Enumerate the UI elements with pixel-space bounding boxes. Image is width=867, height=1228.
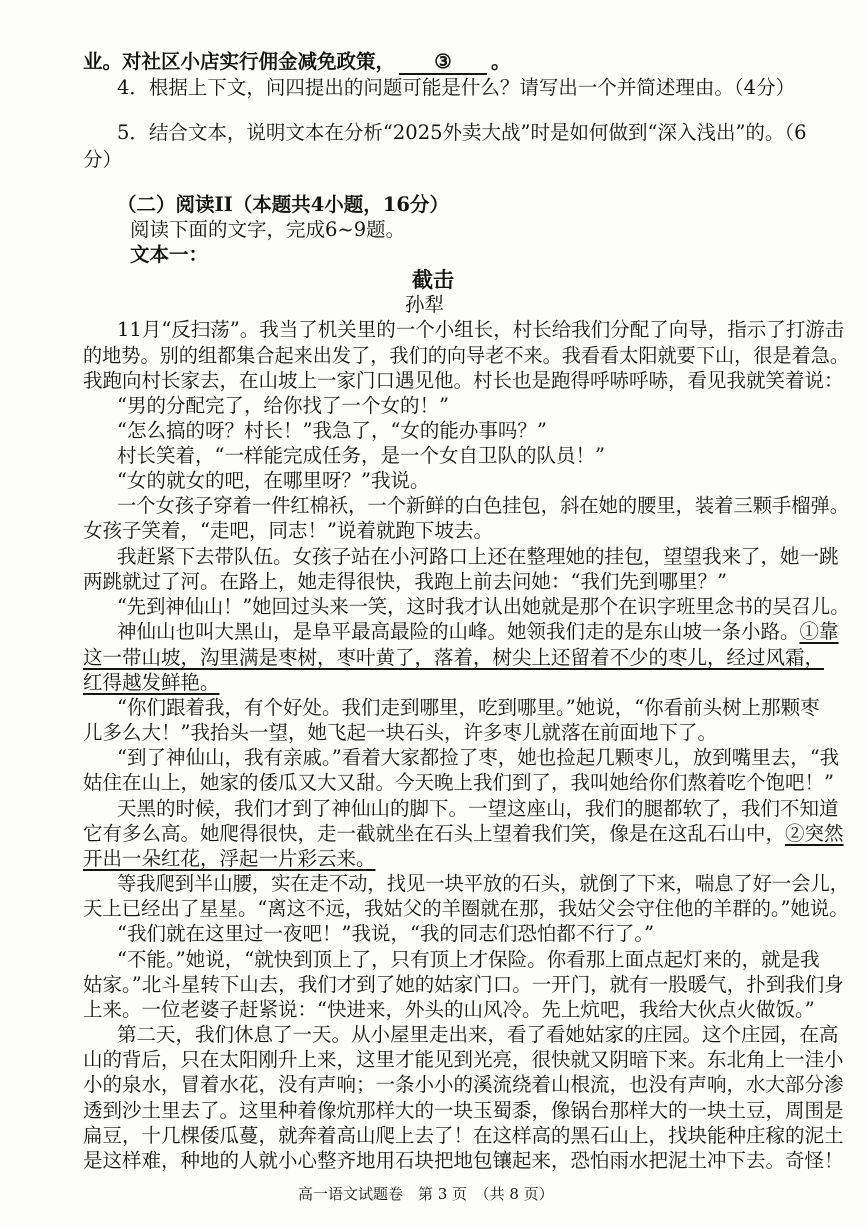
story-line: 儿多么大！”我抬头一望，她飞起一块石头，许多枣儿就落在前面地下了。 — [83, 721, 717, 744]
story-line: 等我爬到半山腰，实在走不动，找见一块平放的石头，就倒了下来，喘息了好一会儿， — [117, 872, 850, 895]
story-text: 神仙山也叫大黑山，是阜平最高最险的山峰。她领我们走的是东山坡一条小路。 — [117, 620, 800, 643]
story-title: 截击 — [412, 267, 454, 292]
story-line: “女的就女的吧，在哪里呀？”我说。 — [117, 469, 430, 492]
story-line: “不能。”她说，“就快到顶上了，只有顶上才保险。你看那上面点起灯来的，就是我 — [117, 948, 820, 971]
underlined-sentence-2: ②突然 — [785, 822, 844, 845]
story-line — [117, 618, 839, 646]
page-footer: 高一语文试题卷 第 3 页 （共 8 页） — [298, 1185, 554, 1203]
story-line: 山的背后，只在太阳刚升上来，这里才能见到光亮，很快就又阴暗下来。东北角上一洼小 — [83, 1048, 844, 1071]
story-line: 扁豆，十几棵倭瓜蔓，就奔着高山爬上去了！在这样高的黑石山上，找块能种庄稼的泥土 — [83, 1124, 844, 1147]
section-2-instruction: 阅读下面的文字，完成6~9题。 — [130, 218, 406, 241]
q3-tail-end: 。 — [491, 50, 511, 73]
story-line: 天黑的时候，我们才到了神仙山的脚下。一望这座山，我们的腿都软了，我们不知道 — [117, 797, 839, 820]
q3-tail-text: 业。对社区小店实行佣金减免政策， — [83, 50, 396, 73]
story-text: 它有多么高。她爬得很快，走一截就坐在石头上望着我们笑，像是在这乱石山中， — [83, 822, 786, 845]
story-line: “男的分配完了，给你找了一个女的！” — [117, 394, 449, 417]
story-line: “先到神仙山！”她回过头来一笑，这时我才认出她就是那个在识字班里念书的吴召儿。 — [117, 595, 850, 618]
story-line — [83, 820, 844, 848]
story-line: 的地势。别的组都集合起来出发了，我们的向导老不来。我看看太阳就要下山，很是着急。 — [83, 344, 850, 367]
underlined-sentence-1: ①靠 — [799, 620, 839, 643]
story-line: 我赶紧下去带队伍。女孩子站在小河路口上还在整理她的挂包，望望我来了，她一跳 — [117, 545, 839, 568]
story-line: “你们跟着我，有个好处。我们走到哪里，吃到哪里。”她说，“你看前头树上那颗枣 — [117, 696, 820, 719]
story-line: 我跑向村长家去，在山坡上一家门口遇见他。村长也是跑得呼哧呼哧，看见我就笑着说： — [83, 369, 844, 392]
text-one-label: 文本一： — [130, 243, 209, 266]
story-line: “到了神仙山，我有亲戚。”看着大家都捡了枣，她也捡起几颗枣儿，放到嘴里去，“我 — [117, 746, 840, 769]
story-line: “我们就在这里过一夜吧！”我说，“我的同志们恐怕都不行了。” — [117, 922, 655, 945]
story-line: 小的泉水，冒着水花，没有声响；一条小小的溪流绕着山根流，也没有声响，水大部分渗 — [83, 1073, 844, 1096]
story-line: 透到沙土里去了。这里种着像炕那样大的一块玉蜀黍，像锅台那样大的一块土豆，周围是 — [83, 1099, 844, 1122]
q3-tail — [83, 48, 511, 76]
story-line: 两跳就过了河。在路上，她走得很快，我跑上前去问她：“我们先到哪里？” — [83, 570, 727, 593]
question-4: 4．根据上下文，问四提出的问题可能是什么？请写出一个并简述理由。（4分） — [117, 76, 796, 99]
story-line: 女孩子笑着，“走吧，同志！”说着就跑下坡去。 — [83, 519, 493, 542]
story-line: 姑住在山上，她家的倭瓜又大又甜。今天晚上我们到了，我叫她给你们熬着吃个饱吧！” — [83, 771, 834, 794]
story-line: 一个女孩子穿着一件红棉袄，一个新鲜的白色挂包，斜在她的腰里，装着三颗手榴弹。 — [117, 494, 850, 517]
story-line: 天上已经出了星星。“离这不远，我姑父的羊圈就在那，我姑父会守住他的羊群的。”她说。 — [83, 897, 849, 920]
underlined-sentence-2: 开出一朵红花，浮起一片彩云来。 — [83, 847, 376, 870]
story-line: 上来。一位老婆子赶紧说：“快进来，外头的山风冷。先上炕吧，我给大伙点火做饭。” — [83, 998, 815, 1021]
answer-blank-3: ③ — [399, 51, 487, 75]
story-line: 村长笑着，“一样能完成任务，是一个女自卫队的队员！” — [117, 444, 605, 467]
question-5-line-1: 5．结合文本，说明文本在分析“2025外卖大战”时是如何做到“深入浅出”的。（6 — [117, 121, 807, 144]
question-5-line-2: 分） — [83, 148, 123, 171]
story-line: 姑家。”北斗星转下山去，我们才到了她的姑家门口。一开门，就有一股暖气，扑到我们身 — [83, 973, 844, 996]
story-line: 第二天，我们休息了一天。从小屋里走出来，看了看她姑家的庄园。这个庄园，在高 — [117, 1023, 839, 1046]
story-line: 11月“反扫荡”。我当了机关里的一个小组长，村长给我们分配了向导，指示了打游击 — [117, 318, 845, 341]
underlined-sentence-1: 这一带山坡，沟里满是枣树，枣叶黄了，落着，树尖上还留着不少的枣儿，经过风霜， — [83, 646, 825, 669]
story-line: 是这样难，种地的人就小心整齐地用石块把地包镶起来，恐怕雨水把泥土冲下去。奇怪！ — [83, 1149, 844, 1172]
story-author: 孙犁 — [405, 293, 445, 316]
section-2-heading: （二）阅读II（本题共4小题，16分） — [117, 193, 449, 216]
story-line: “怎么搞的呀？村长！”我急了，“女的能办事吗？” — [117, 419, 547, 442]
underlined-sentence-1: 红得越发鲜艳。 — [83, 671, 220, 694]
